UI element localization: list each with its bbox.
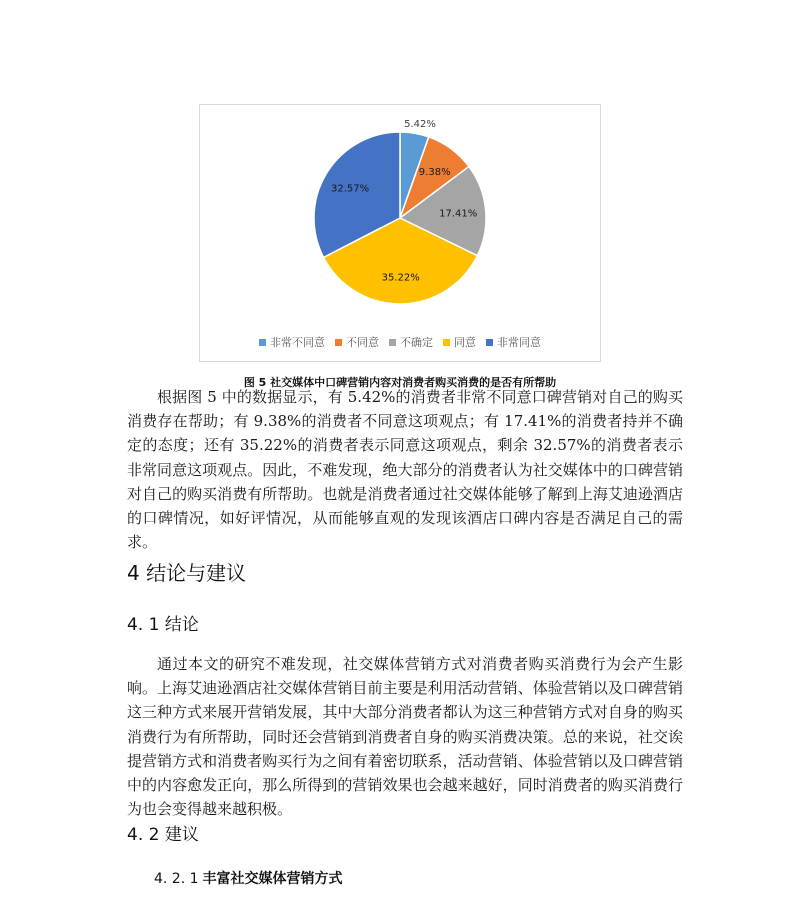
pie-data-label-4: 35.22% (381, 272, 420, 284)
legend-swatch (443, 339, 450, 346)
legend-swatch (259, 339, 266, 346)
pie-data-label-5: 32.57% (331, 183, 370, 195)
pie-data-label-1: 5.42% (404, 119, 436, 130)
legend-item-3 (389, 334, 433, 350)
legend-item-4 (443, 334, 476, 350)
conclusion-paragraph (127, 652, 683, 821)
legend-label: 不确定 (400, 336, 433, 349)
subsection-heading-suggestions: 4. 2 建议 (127, 825, 199, 845)
pie-data-label-2: 9.38% (418, 166, 451, 178)
legend-label: 不同意 (346, 336, 379, 349)
legend-item-1 (259, 334, 325, 350)
section-heading-conclusions: 4 结论与建议 (127, 561, 247, 585)
figure-caption: 图 5 社交媒体中口碑营销内容对消费者购买消费的是否有所帮助 (243, 376, 557, 389)
legend-swatch (335, 339, 342, 346)
legend-label: 同意 (454, 336, 476, 349)
legend-item-2 (335, 334, 379, 350)
legend-label: 非常同意 (497, 336, 541, 349)
subsection-heading-conclusion: 4. 1 结论 (127, 615, 199, 635)
pie-chart (199, 104, 601, 362)
pie-chart-plot (200, 105, 600, 330)
legend-swatch (389, 339, 396, 346)
legend-swatch (486, 339, 493, 346)
conclusion-text: 通过本文的研究不难发现，社交媒体营销方式对消费者购买消费行为会产生影响。上海艾迪逊酒店社交媒体营销目前主要是利用活动营销、体验营销以及口碑营销这三种方式来展开营销发展，其中大部分消费者都认为这三种营销方式对自身的购买消费行为有所帮助，同时还会营销到消费者自身的购买消费决策。总的来说，社交诶提营销方式和消费者购买行为之间有着密切联系，活动营销、体验营销以及口碑营销中的内容愈发正向，那么所得到的营销效果也会越来越好，同时消费者的购买消费行为也会变得越来越积极。 (127, 655, 683, 819)
legend-label: 非常不同意 (270, 336, 325, 349)
subsubsection-number: 4. 2. 1 (154, 871, 199, 887)
analysis-text: 根据图 5 中的数据显示，有 5.42%的消费者非常不同意口碑营销对自己的购买消费存在帮助；有 9.38%的消费者不同意这项观点；有 17.41%的消费者持并不确定的态度；还有 35.22%的消费者表示同意这项观点，剩余 32.57%的消费者表示非常同意这项观点。因此，不难发现，绝大部分的消费者认为社交媒体中的口碑营销对自己的购买消费有所帮助。也就是消费者通过社交媒体能够了解到上海艾迪逊酒店的口碑情况，如好评情况，从而能够直观的发现该酒店口碑内容是否满足自己的需求。 (127, 388, 683, 552)
subsubsection-title: 丰富社交媒体营销方式 (202, 871, 343, 887)
analysis-paragraph (127, 385, 683, 554)
legend-item-5 (486, 334, 541, 350)
subsubsection-heading (154, 868, 343, 888)
pie-data-label-3: 17.41% (439, 208, 478, 220)
chart-legend (200, 334, 600, 350)
